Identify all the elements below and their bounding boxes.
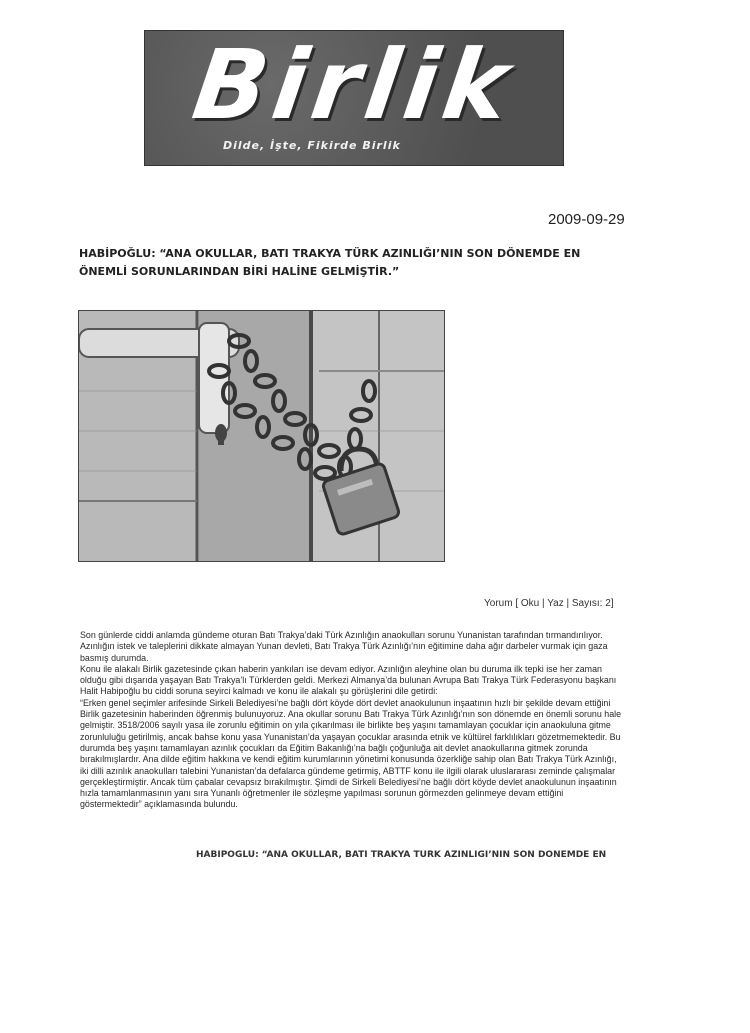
article-paragraph: “Erken genel seçimler arifesinde Sirkeli Belediyesi’ne bağlı dört köyde dört devlet anaokulunun inşaatının hızlı bir şekilde devam ettiğini Birlik gazetesinin haberinden öğrenmiş bulunuyoruz. Ana okullar sorunu Batı Trakya Türk Azınlığı’nın son dönemde en önemli sorunu hale gelmiştir. 3518/2006 sayılı yasa ile zorunlu eğitimin on yıla çıkarılması ile birlikte beş yaşını tamamlayan çocuklar için anaokuluna gitme zorunluluğu getirilmiş, ancak bahse konu yasa Yunanistan’da yaşayan çocuklar arasında etnik ve kültürel farklılıkları gözetmemektedir. Bu durumda beş yaşını tamamlayan azınlık çocukları da Eğitim Bakanlığı’na bağlı çoğunluğa ait devlet anaokullarına gitmek zorunda bırakılmışlardır. Ana dilde eğitim hakkına ve kendi eğitim kurumlarının yönetimi konusunda özerkliğe sahip olan Batı Trakya Türk Azınlığı, iki dilli azınlık anaokulları talebini Yunanistan’da defalarca gündeme getirmiş, ABTTF konu ile ilgili olarak uluslararası zeminde çalışmalar gerçekleştirmiştir. Ancak tüm çabalar cevapsız bırakılmıştır. Şimdi de Sirkeli Belediyesi’ne bağlı dört köyde devlet anaokulunun inşaatının hızla tamamlanmasının yanı sıra Yunanlı öğretmenler ile sözleşme yapılması sorunun görmezden gelinmeye devam ettiğini göstermektedir” açıklamasında bulundu.: [80, 697, 622, 810]
article-paragraph: Konu ile alakalı Birlik gazetesinde çıkan haberin yankıları ise devam ediyor. Azınlığın aleyhine olan bu duruma ilk tepki ise her zaman olduğu gibi dışarıda yaşayan Batı Trakya’lı Türklerden geldi. Merkezi Almanya’da bulunan Avrupa Batı Trakya Türk Federasyonu başkanı Halit Habipoğlu bu ciddi soruna seyirci kalmadı ve konu ile alakalı şu görüşlerini dile getirdi:: [80, 663, 617, 697]
comments-count-label: Sayısı:: [571, 598, 603, 609]
masthead-slogan: Dilde, İşte, Fikirde Birlik: [223, 139, 401, 152]
comment-bar: [484, 598, 614, 609]
chained-door-photo-icon: [79, 311, 444, 561]
comments-count: 2: [605, 598, 611, 609]
read-comments-link[interactable]: Oku: [520, 598, 540, 609]
masthead-logo: [144, 30, 564, 166]
masthead-title: Birlik: [186, 29, 522, 141]
comments-suffix: ]: [610, 598, 614, 609]
article-date: 2009-09-29: [548, 211, 625, 228]
comments-prefix: Yorum [: [484, 598, 519, 609]
write-comment-link[interactable]: Yaz: [547, 598, 564, 609]
comments-separator: |: [566, 598, 570, 609]
footer-headline: HABİPOĞLU: “ANA OKULLAR, BATI TRAKYA TÜRK AZINLIĞI’NIN SON DÖNEMDE EN: [196, 850, 607, 860]
article-photo: [78, 310, 445, 562]
article-body: [80, 630, 625, 811]
article-headline: HABİPOĞLU: “ANA OKULLAR, BATI TRAKYA TÜRK AZINLIĞI’NIN SON DÖNEMDE EN ÖNEMLİ SORUNLARINDAN BİRİ HALİNE GELMİŞTİR.”: [79, 247, 581, 278]
article-paragraph: Son günlerde ciddi anlamda gündeme oturan Batı Trakya’daki Türk Azınlığın anaokulları sorunu Yunanistan tarafından tırmandırılıyor. Azınlığın istek ve taleplerini dikkate almayan Yunan devleti, Batı Trakya Türk Azınlığı’nın eğitimine daha ağır darbeler vurmak için gaza basmış durumda.: [80, 630, 608, 663]
comments-separator: |: [542, 598, 545, 609]
